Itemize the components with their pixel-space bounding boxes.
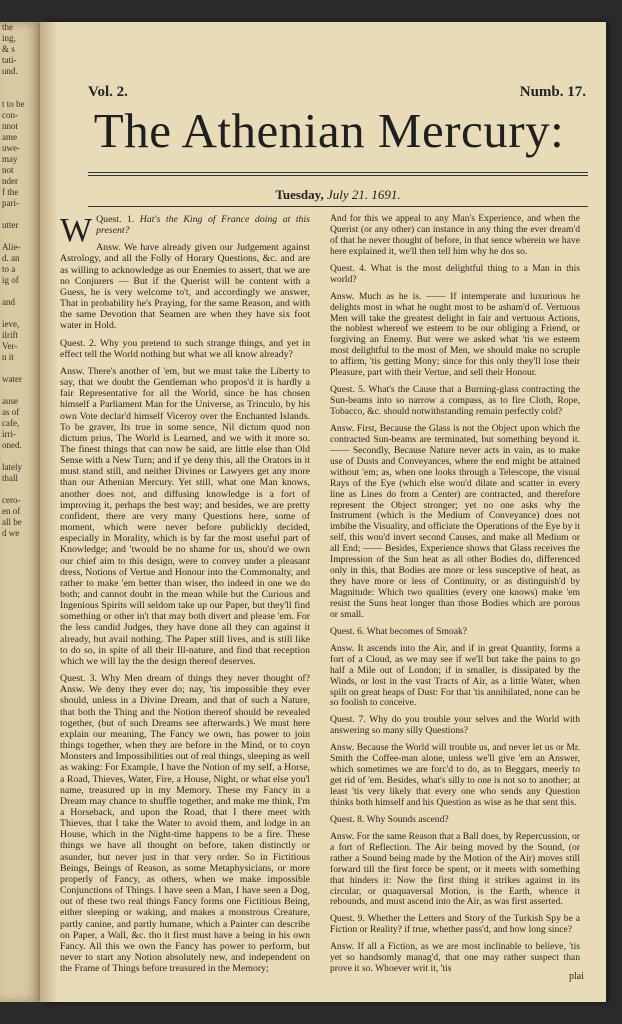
facing-page-fragment: Ver-	[2, 341, 18, 351]
facing-page-edge	[0, 22, 40, 1002]
paragraph: Answ. There's another of 'em, but we must take the Liberty to say, that we doubt the Gentleman who propos'd it is hardly a fair Representative for all the World, since he has chosen himself a Parliament Man for the Universe, as Trinculo, by his own Vote declar'd himself Viceroy over the Enchanted Islands. To be graver, Its true in some sence, Nil dictum quod non dictum prius, The World is Learned, and we with it more so. The finest things that can now be said, are little else than Old Sense with a New Turn; and if ye deny this, all the Orators in it must stand still, and neither Divines or Lawyers get any more than our Athenian Mercury. Yet still, what one Man knows, another does not, and diffusing knowledge is a fort of improving it, perhaps the best way; and besides, we are pretty confident, there are very many Questions here, some of moment, which were never before publickly decided, especially in Morality, which is by far the most useful part of Knowledge; and 'twould be no shame for us, shou'd we own our chief aim to this design, were to convey under a pleasant dress, Notions of Vertue and Honour into the Commonalty, and rather to make 'em better than wiser, tho indeed in one we do both; and cannot doubt in the mean while but the Curious and Ingenious Spirits will seldom take up our Paper, but they'll find something or other in't that may both divert and please 'em. For the less candid Judges, they have done all they can against it already, but avail nothing. The Paper still lives, and is still like to do so, in spite of all their Ill-nature, and find that reception which we will lay the the design thereof deserves.	[60, 365, 310, 667]
left-column	[60, 214, 310, 980]
paragraph: Quest. 7. Why do you trouble your selves and the World with answering so many silly Questions?	[330, 714, 580, 737]
facing-page-fragment: t to be	[2, 99, 25, 109]
facing-page-fragment: may	[2, 154, 18, 164]
dateline-rule	[88, 206, 588, 207]
facing-page-fragment: nnot	[2, 121, 19, 131]
facing-page-fragment	[0, 209, 40, 220]
facing-page-fragment: f the	[2, 187, 19, 197]
facing-page-fragment: as of	[2, 407, 20, 417]
paragraph: Quest. 3. Why Men dream of things they never thought of? Answ. We deny they ever do; nay, 'tis impossible they ever should, unless in a Divine Dream, and that of such a Nature, that both the Thing and the Notion thereof should be revealed together, (but of such Dreams see afterwards.) We must here explain our meaning, The Fancy we own, has power to join things together, when they are before in the Mind, or to coyn Monsters and Impossibilities out of real things, sleeping as well as waking: For Example, I have the Notion of my self, a Horse, a Road, Thieves, Water, Fire, a House, Night, or what else you'l name, treasured up in my Memory. These my Fancy in a Dream may chance to shuffle together, and make me think, I'm a Horseback, and upon the Road, that I there meet with Thieves, that I take the Water to avoid them, and lodge in an House, which in the Night-time happens to be a fire. These things we have all thought on before, taken distinctly or asunder, but never just in that very order. So in Fictitious Beings, Beings of Reason, as some Metaphysicians, or more properly of Fancy, as others, when we make impossible Conjunctions of Things. I have seen a Man, I have seen a Dog, out of these two real things Fancy forms one Fictitious Being, either sleeping or waking, and makes a monstrous Creature, partly canine, and partly humane, which a Painter can describe on Paper, a Wall, &c. tho it first must have a being in his own Fancy. All this we own the Fancy has power to perform, but never to start any Notion absolutely new, and independent on the Frame of Things before treasured in the Memory;	[60, 673, 310, 975]
question-number: Quest. 1.	[96, 214, 140, 225]
newspaper-page	[40, 22, 606, 1002]
facing-page-fragment: ilrift	[2, 330, 18, 340]
facing-page-fragment: irri-	[2, 429, 16, 439]
paragraph: Answ. It ascends into the Air, and if in great Quantity, forms a fort of a Cloud, as we may see if we'll but take the pains to go half a Mile out of London; if in smaller, is dissipated by the Winds, or lost in the vast Tracts of Air, as a little Water, when spilt on great heaps of Dust: For that 'tis annihilated, none can be so foolish to conceive.	[330, 642, 580, 709]
paragraph: Quest. 5. What's the Cause that a Burning-glass contracting the Sun-beams into so narrow a compass, as to fire Cloth, Rope, Tobacco, &c. should notwithstanding remain perfectly cold?	[330, 384, 580, 417]
facing-page-fragment	[0, 88, 40, 99]
masthead-row	[88, 84, 586, 102]
facing-page-fragment: d. an	[2, 253, 20, 263]
facing-page-fragment: tati-	[2, 55, 17, 65]
facing-page-fragment: ause	[2, 396, 18, 406]
facing-page-fragment: n it	[2, 352, 14, 362]
facing-page-fragment: not	[2, 165, 14, 175]
paragraph	[60, 212, 310, 249]
facing-page-fragment: the	[2, 22, 13, 32]
catchword: plai	[569, 971, 584, 982]
facing-page-fragment: ig of	[2, 275, 19, 285]
facing-page-fragment	[0, 363, 40, 374]
paragraph: Quest. 9. Whether the Letters and Story of the Turkish Spy be a Fiction or Reality? if true, whether pass'd, and how long since?	[330, 913, 580, 936]
facing-page-fragment	[0, 385, 40, 396]
facing-page-fragment	[0, 286, 40, 297]
facing-page-fragment: all be	[2, 517, 22, 527]
facing-page-fragment: thall	[2, 473, 18, 483]
facing-page-fragment: Alie-	[2, 242, 21, 252]
facing-page-fragment: d we	[2, 528, 20, 538]
facing-page-fragment: ieve,	[2, 319, 20, 329]
title-rule-top	[88, 172, 588, 173]
paragraph: Answ. First, Because the Glass is not the Object upon which the contracted Sun-beams are terminated, but something beyond it. —— Secondly, Because Nature never acts in vain, as to make use of Dusts and Conveyances, where the end might be attained without 'em; as, when one looks through a Telescope, the visual Rays of the Eye (which else wou'd dilate and scatter in every line as Lines do from a Center) are contracted, and therefore represent the Object stronger; yet no one asks why the Instrument (which is the Medium of Conveyance) does not imbibe the Visuality, and officiate the Operations of the Eye by it self, this wou'd invert second Causes, and make all Medium or all End; —— Besides, Experience shows that Glass receives the Impression of the Sun heat as all other Bodies do, differenced only in this, that Bodies are more or less susceptive of heat, as they have more or less of Continuity, or as distinguish'd by Magnitude: Which two qualities (every one knows) make 'em resist the Suns heat longer than those Bodies which are porous or small.	[330, 422, 580, 620]
facing-page-fragment: water	[2, 374, 22, 384]
facing-page-fragment: to a	[2, 264, 16, 274]
facing-page-fragment: pari-	[2, 198, 19, 208]
number-label: Numb. 17.	[519, 84, 586, 100]
paragraph: Answ. Much as he is. —— If intemperate and luxurious he delights most in what he ought most to be asham'd of. Vertuous Men will take the greatest delight in fair and vertuous Actions, the noblest whereof we esteem to be our obliging a Friend, or forgiving an Enemy. But were we asked what 'tis we esteem most delightful to the most of Men, we should make no scruple to affirm, 'tis getting Mony; since for this only they'll lose their Pleasure, part with their Vertue, and sell their Honour.	[330, 290, 580, 379]
volume-label: Vol. 2.	[88, 84, 128, 100]
paragraph: Quest. 8. Why Sounds ascend?	[330, 813, 449, 825]
facing-page-fragment: oned.	[2, 440, 22, 450]
title-rule-top-2	[88, 175, 588, 176]
dateline-date: July 21. 1691.	[326, 187, 401, 202]
facing-page-fragment: cafe,	[2, 418, 20, 428]
facing-page-fragment: uwe-	[2, 143, 20, 153]
paragraph: Answ. If all a Fiction, as we are most inclinable to believe, 'tis yet so handsomly manag'd, that one may rather suspect than prove it so. Whoever writ it, 'tis	[330, 941, 580, 975]
dateline	[88, 187, 588, 203]
facing-page-fragment: nder	[2, 176, 18, 186]
facing-page-fragment	[0, 77, 40, 88]
paragraph: Quest. 4. What is the most delightful thing to a Man in this world?	[330, 262, 580, 285]
facing-page-fragment: utter	[2, 220, 19, 230]
paragraph: Answ. Because the World will trouble us, and never let us or Mr. Smith the Coffee-man alone, unless we'll give 'em an Answer, which sometimes we are forc'd to do, as to Beggars, meerly to get rid of 'em. Besides, what's silly to one is not so to another; at least 'tis very likely that every one who sends any Question thinks both himself and his Question as wise as he that sent this.	[330, 742, 580, 808]
facing-page-fragment: ame	[2, 132, 17, 142]
facing-page-fragment: & s	[2, 44, 15, 54]
drop-cap: W	[60, 212, 93, 249]
page-title: The Athenian Mercury:	[93, 103, 565, 158]
paragraph: Quest. 6. What becomes of Smoak?	[330, 625, 468, 637]
facing-page-fragment	[0, 451, 40, 462]
facing-page-fragment	[0, 308, 40, 319]
paragraph: And for this we appeal to any Man's Experience, and when the Querist (or any other) can instance in any thing the ever dream'd of that he never thought of before, in that sence wherein we have here explained it, we'll then tell him why he dos so.	[330, 213, 580, 257]
question-text: Hat's the King of France doing at this present?	[96, 214, 310, 237]
right-column	[330, 214, 580, 981]
facing-page-fragment: en of	[2, 506, 21, 516]
facing-page-fragment: und.	[2, 66, 18, 76]
paragraph: Quest. 2. Why you pretend to such strange things, and yet in effect tell the World nothing but what we all know already?	[60, 337, 310, 360]
paragraph: Answ. We have already given our Judgement against Astrology, and all the Folly of Horary Questions, &c. and are as willing to acknowledge as our Enemies to assert, that we are no Conjurers — But if the Querist will be content with a Guess, he is very welcome to't, and accordingly we answer, That in probability he's Praying, for the same Reason, and with the same Devotion that Seamen are when they have six foot water in Hold.	[60, 242, 310, 332]
facing-page-fragment: ing,	[2, 33, 16, 43]
dateline-day: Tuesday,	[275, 187, 324, 202]
facing-page-fragment: lately	[2, 462, 22, 472]
facing-page-fragment: cero-	[2, 495, 21, 505]
facing-page-fragment	[0, 231, 40, 242]
facing-page-fragment: and	[2, 297, 15, 307]
paragraph: Answ. For the same Reason that a Ball does, by Repercussion, or a fort of Reflection. The Air being moved by the Sound, (or rather a Sound being made by the Motion of the Air) moves still forward till the first force be spent, or it meets with something that hinders it: Now the first thing it strikes against in its circular, or quaquaversal Motion, is the Earth, whence it rebounds, and must ascend into the Air, as was first asserted.	[330, 830, 580, 908]
facing-page-fragment: con-	[2, 110, 18, 120]
facing-page-fragment	[0, 484, 40, 495]
